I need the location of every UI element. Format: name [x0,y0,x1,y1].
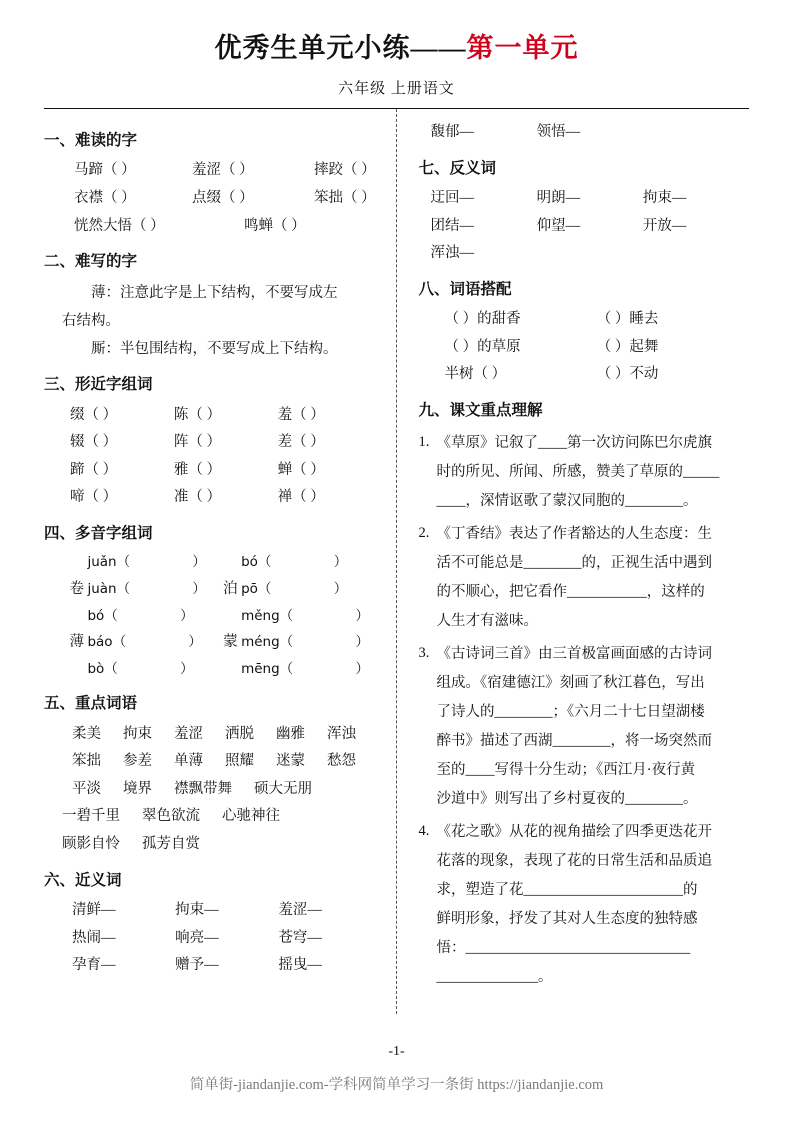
section-title-polyphone: 四、多音字组词 [44,524,153,542]
question-line: 组成。《宿建德江》刻画了秋江暮色，写出 [436,675,705,692]
polyphone-reading [87,657,219,683]
polyphone-char-juan: 卷 [69,581,84,598]
grid-cell: 准（ ） [173,489,221,506]
similar-chars-grid [44,402,382,512]
question-line: 时的所见、所闻、所感，赞美了草原的_____ [436,464,720,481]
synonym-item: 拘束— [175,902,219,918]
list-item: 笨拙（ ） [314,189,376,206]
polyphone-reading [241,657,381,683]
key-word: 参差 [123,753,152,770]
antonym-item: 迂回— [430,189,474,206]
polyphone-paren: ） [180,660,194,677]
question-item [419,429,750,516]
antonym-item: 明朗— [536,189,581,206]
question-item [419,520,750,636]
page-subtitle: 六年级 上册语文 [338,81,455,97]
title-main: 优秀生单元小练—— [214,33,467,63]
polyphone-pinyin: měng（ [241,607,294,624]
question-line: 《丁香结》表达了作者豁达的人生态度：生 [436,526,712,543]
key-word: 柔美 [72,725,101,742]
polyphone-row [66,657,382,683]
question-line: 《古诗词三首》由三首极富画面感的古诗词 [436,646,712,663]
key-words-row [62,803,382,831]
key-word: 一碧千里 [62,808,120,825]
synonym-item: 赠予— [175,957,219,974]
page-title [44,26,749,65]
section-title-hard-to-write: 二、难写的字 [44,253,138,271]
question-number: 2. [418,525,430,542]
polyphone-reading [241,630,381,656]
key-words-row [72,748,382,776]
polyphone-reading [87,630,219,656]
hard-to-read-list [44,157,382,240]
question-line: 《草原》记叙了____第一次访问陈巴尔虎旗 [436,435,712,452]
antonym-item: 仰望— [536,217,581,234]
polyphone-reading [241,577,381,603]
synonym-item: 孕育— [72,957,116,974]
question-line: 花落的现象，表现了花的日常生活和品质追 [436,853,712,870]
antonym-item: 开放— [642,217,687,234]
polyphone-block [44,550,382,682]
key-word: 迷蒙 [276,753,305,770]
polyphone-paren: ） [355,660,369,677]
key-words-row [72,776,382,804]
list-item: 点缀（ ） [192,189,254,206]
question-line: 至的____写得十分生动；《西江月·夜行黄 [436,762,696,779]
polyphone-char-bao: 薄 [69,634,84,651]
question-line: 活不可能总是________的，正视生活中遇到 [436,555,712,572]
synonym-item: 响亮— [175,929,219,946]
synonym-item: 苍穹— [278,929,322,946]
question-line: 了诗人的________；《六月二十七日望湖楼 [436,704,705,721]
polyphone-pinyin: juàn（ [87,580,131,597]
polyphone-paren: ） [180,607,194,624]
question-body [437,429,750,516]
content-columns [44,109,749,1014]
key-words-row [62,831,382,859]
list-item: 马蹄（ ） [74,162,136,179]
synonyms-grid [44,897,382,980]
question-item [419,640,750,814]
question-body [437,640,750,814]
key-word: 照耀 [225,753,254,770]
grid-cell: 阵（ ） [173,434,221,451]
hard-to-write-line: 厮：半包围结构，不要写成上下结构。 [91,341,338,358]
grid-cell: 雅（ ） [173,461,221,478]
synonym-item: 摇曳— [278,957,322,974]
polyphone-pinyin: bò（ [87,660,118,677]
polyphone-pinyin: méng（ [241,634,294,651]
grid-cell: 陈（ ） [173,406,221,423]
synonym-item: 热闹— [72,929,116,946]
polyphone-pinyin: báo（ [87,634,127,651]
collocation-grid [419,306,750,389]
grid-cell: 禅（ ） [277,489,325,506]
collocation-item: （ ）的草原 [444,338,521,355]
hard-to-write-line: 薄：注意此字是上下结构，不要写成左 [91,284,338,301]
polyphone-pinyin: bó（ [87,607,118,624]
key-word: 硕大无朋 [254,780,312,797]
collocation-item: 半树（ ） [444,366,507,383]
question-line: 悟：_______________________________ [436,940,691,957]
section-title-key-words: 五、重点词语 [44,695,138,713]
synonym-item: 清鲜— [72,902,116,918]
section-title-similar-chars: 三、形近字组词 [44,376,153,394]
list-item: 羞涩（ ） [192,162,254,179]
polyphone-paren: ） [192,580,206,597]
question-number: 1. [418,434,430,451]
grid-cell: 羞（ ） [277,406,325,423]
question-line: ____，深情讴歌了蒙汉同胞的________。 [436,493,698,510]
key-word: 愁怨 [327,753,356,770]
question-line: 人生才有滋味。 [436,613,538,630]
question-body [437,520,750,636]
polyphone-reading [241,604,381,630]
list-row [74,213,382,241]
section-title-text-comprehension: 九、课文重点理解 [418,401,543,419]
key-word: 襟飘带舞 [174,780,232,797]
watermark: 简单街-jiandanjie.com-学科网简单学习一条街 https://jiandanjie.com [189,1077,604,1093]
polyphone-pinyin: pō（ [241,580,272,597]
hard-to-write-body [44,279,382,364]
polyphone-reading [241,550,381,576]
question-line: 《花之歌》从花的视角描绘了四季更迭花开 [436,824,712,841]
list-item: 摔跤（ ） [314,162,376,179]
polyphone-row [66,550,382,576]
antonym-item: 拘束— [642,189,687,206]
synonym-item: 领悟— [536,124,581,140]
grid-cell: 啼（ ） [70,489,118,506]
list-item: 恍然大悟（ ） [74,217,165,234]
key-word: 单薄 [174,753,203,770]
polyphone-row [66,629,382,657]
synonyms-continued [419,119,750,147]
grid-cell: 蹄（ ） [70,461,118,478]
section-title-collocation: 八、词语搭配 [418,280,512,298]
key-word: 笨拙 [72,753,101,770]
polyphone-reading [87,550,219,576]
key-words-row [72,721,382,749]
polyphone-pinyin: juǎn（ [87,554,131,571]
polyphone-paren: ） [355,634,369,651]
polyphone-paren: ） [333,580,348,597]
left-column [44,109,397,1014]
key-word: 孤芳自赏 [142,836,200,853]
grid-cell: 缀（ ） [70,406,118,423]
polyphone-pinyin: mēng（ [241,660,294,677]
key-word: 心驰神往 [222,808,280,825]
title-unit: 第一单元 [466,33,579,63]
question-line: 求，塑造了花______________________的 [436,882,698,899]
polyphone-pinyin: bó（ [241,554,272,571]
section-title-antonyms: 七、反义词 [418,159,497,177]
polyphone-paren: ） [333,554,348,571]
list-row [74,185,382,213]
key-word: 顾影自怜 [62,836,120,853]
key-word: 羞涩 [174,725,203,742]
question-line: 的不顺心，把它看作___________，这样的 [436,584,705,601]
polyphone-reading [87,604,219,630]
collocation-item: （ ）不动 [596,366,659,383]
grid-cell: 差（ ） [277,434,325,451]
collocation-item: （ ）睡去 [596,311,659,328]
key-word: 平淡 [72,780,101,797]
polyphone-char-bo: 泊 [223,581,238,598]
polyphone-paren: ） [355,607,369,624]
antonym-item: 浑浊— [430,245,474,262]
question-item [419,818,750,992]
key-word: 拘束 [123,725,152,742]
question-number: 4. [418,823,430,840]
polyphone-reading [87,577,219,603]
antonyms-grid [419,185,750,268]
hard-to-write-line: 右结构。 [62,312,120,329]
question-line: 沙道中》则写出了乡村夏夜的________。 [436,791,698,808]
list-item: 衣襟（ ） [74,189,136,206]
polyphone-char-meng: 蒙 [223,634,238,651]
key-word: 洒脱 [225,725,254,742]
key-word: 幽雅 [276,725,305,742]
right-column [397,109,750,1014]
question-body [437,818,750,992]
grid-cell: 蝉（ ） [277,461,325,478]
collocation-item: （ ）的甜香 [444,311,521,328]
section-title-hard-to-read: 一、难读的字 [44,132,138,149]
key-word: 翠色欲流 [142,808,200,825]
grid-cell: 辍（ ） [70,434,118,451]
synonym-item: 馥郁— [430,124,474,140]
list-item: 鸣蝉（ ） [244,217,306,234]
antonym-item: 团结— [430,217,474,234]
collocation-item: （ ）起舞 [596,338,659,355]
key-words-block [44,721,382,859]
question-line: ______________。 [436,969,553,986]
question-number: 3. [418,645,430,662]
key-word: 境界 [123,780,152,797]
polyphone-row [66,604,382,630]
page-number: -1- [388,1044,405,1059]
spacer-cell [643,119,749,147]
synonym-item: 羞涩— [278,902,322,918]
list-row [74,157,382,185]
question-line: 醉书》描述了西湖________，将一场突然而 [436,733,712,750]
polyphone-row [66,576,382,604]
key-word: 浑浊 [327,725,356,742]
polyphone-paren: ） [188,634,202,651]
question-line: 鲜明形象，抒发了其对人生态度的独特感 [436,911,698,928]
section-title-synonyms: 六、近义词 [44,871,122,889]
polyphone-paren: ） [192,554,206,571]
